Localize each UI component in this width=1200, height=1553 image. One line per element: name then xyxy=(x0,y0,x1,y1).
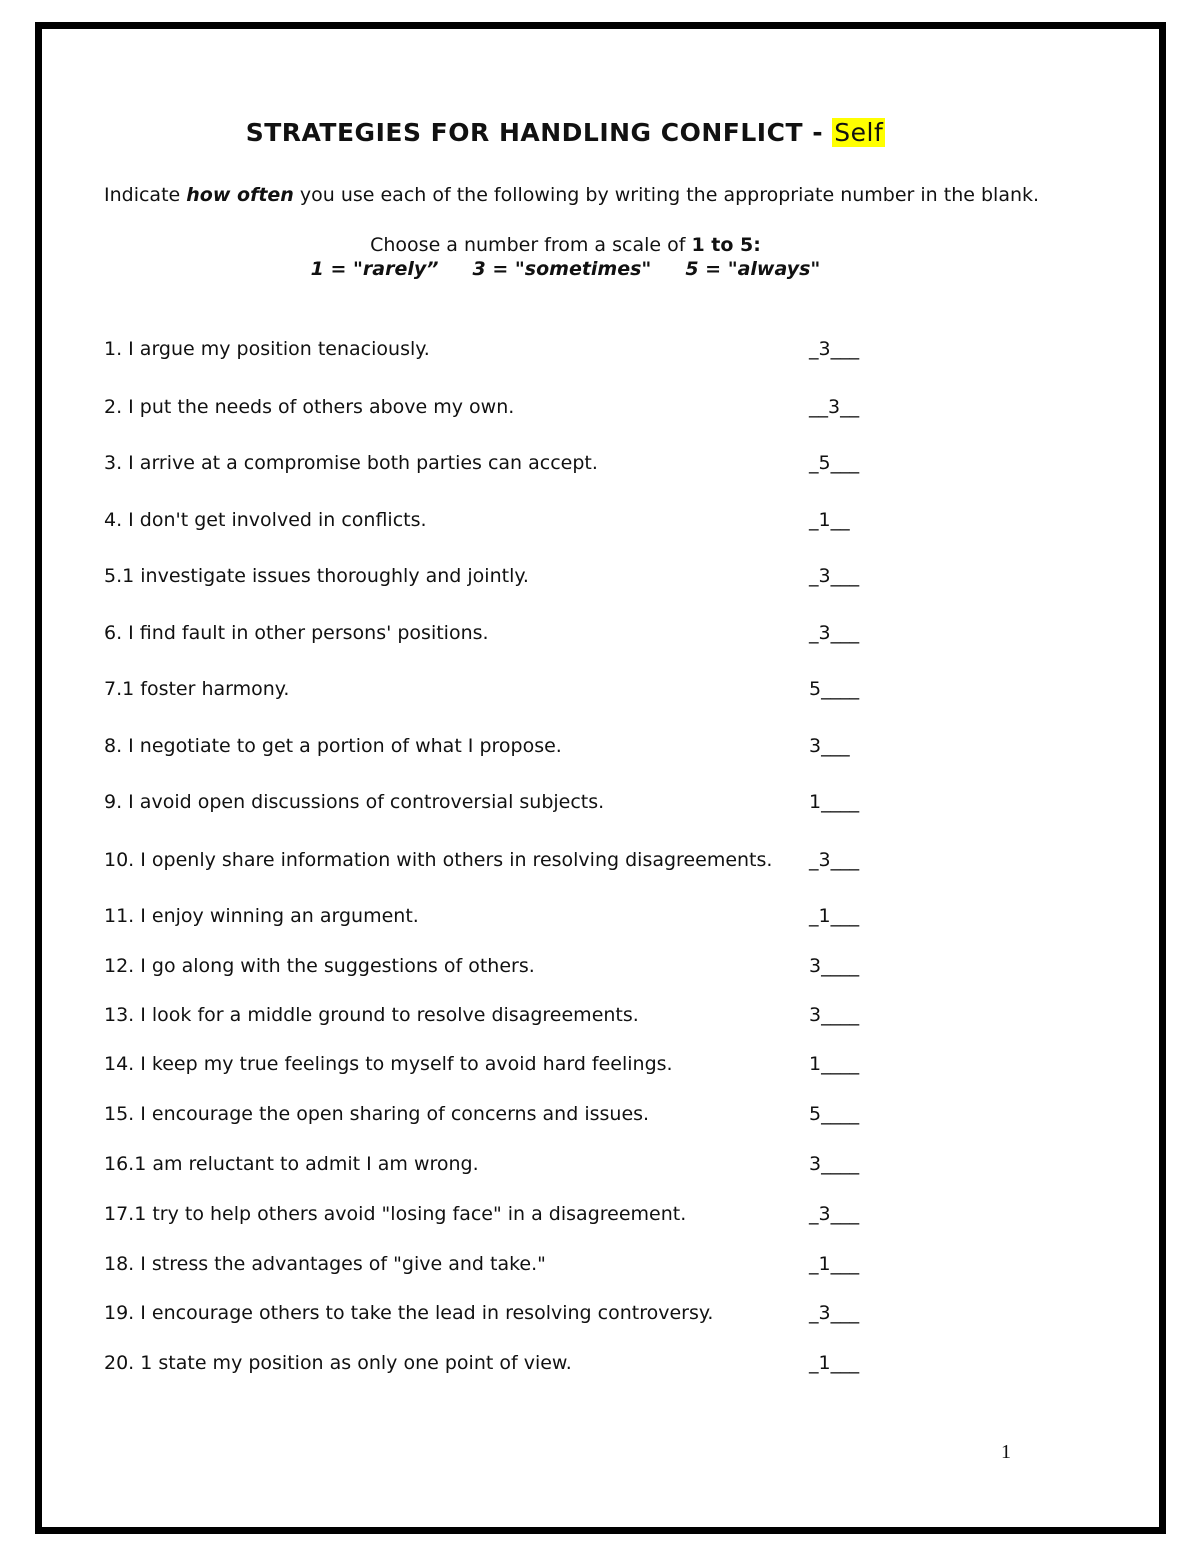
scale-range: 1 to 5: xyxy=(691,234,761,256)
item-statement: 15. I encourage the open sharing of concerns and issues. xyxy=(104,1103,650,1125)
scale-sometimes: 3 = "sometimes" xyxy=(472,258,652,280)
instruction-text xyxy=(104,184,1039,206)
item-answer-blank[interactable]: _3___ xyxy=(809,1203,860,1225)
item-statement: 9. I avoid open discussions of controversial subjects. xyxy=(104,791,605,813)
item-answer-blank[interactable]: 5____ xyxy=(809,1103,860,1125)
item-answer-blank[interactable]: _3___ xyxy=(809,565,860,587)
item-statement: 11. I enjoy winning an argument. xyxy=(104,905,419,927)
scale-legend-line xyxy=(0,258,1131,280)
page-title xyxy=(0,118,1131,147)
item-statement: 18. I stress the advantages of "give and take." xyxy=(104,1253,546,1275)
item-statement: 16.1 am reluctant to admit I am wrong. xyxy=(104,1153,479,1175)
instruction-after: you use each of the following by writing the appropriate number in the blank. xyxy=(293,184,1040,206)
item-statement: 14. I keep my true feelings to myself to avoid hard feelings. xyxy=(104,1053,673,1075)
item-statement: 6. I find fault in other persons' positions. xyxy=(104,622,489,644)
item-statement: 12. I go along with the suggestions of others. xyxy=(104,955,535,977)
item-statement: 7.1 foster harmony. xyxy=(104,678,290,700)
item-answer-blank[interactable]: _1__ xyxy=(809,509,850,531)
scale-always: 5 = "always" xyxy=(685,258,821,280)
item-statement: 10. I openly share information with others in resolving disagreements. xyxy=(104,849,773,871)
item-answer-blank[interactable]: _1___ xyxy=(809,905,860,927)
item-answer-blank[interactable]: 3____ xyxy=(809,955,860,977)
title-highlight-self: Self xyxy=(834,118,884,147)
item-answer-blank[interactable]: 1____ xyxy=(809,791,860,813)
item-answer-blank[interactable]: _3___ xyxy=(809,849,860,871)
instruction-emphasis: how often xyxy=(186,184,294,206)
item-answer-blank[interactable]: _3___ xyxy=(809,1302,860,1324)
item-answer-blank[interactable]: 1____ xyxy=(809,1053,860,1075)
instruction-before: Indicate xyxy=(104,184,187,206)
item-answer-blank[interactable]: _1___ xyxy=(809,1352,860,1374)
item-statement: 2. I put the needs of others above my own. xyxy=(104,396,515,418)
item-answer-blank[interactable]: 3____ xyxy=(809,1004,860,1026)
item-statement: 5.1 investigate issues thoroughly and jointly. xyxy=(104,565,529,587)
scale-intro: Choose a number from a scale of xyxy=(370,234,692,256)
item-statement: 8. I negotiate to get a portion of what I propose. xyxy=(104,735,562,757)
item-statement: 20. 1 state my position as only one point of view. xyxy=(104,1352,572,1374)
item-answer-blank[interactable]: _3___ xyxy=(809,622,860,644)
item-answer-blank[interactable]: 5____ xyxy=(809,678,860,700)
item-answer-blank[interactable]: __3__ xyxy=(809,396,860,418)
item-statement: 3. I arrive at a compromise both parties can accept. xyxy=(104,452,598,474)
item-answer-blank[interactable]: _3___ xyxy=(809,338,860,360)
item-statement: 17.1 try to help others avoid "losing face" in a disagreement. xyxy=(104,1203,687,1225)
scale-rarely: 1 = "rarely” xyxy=(310,258,439,280)
page-number: 1 xyxy=(1001,1441,1011,1463)
scale-intro-line xyxy=(0,234,1131,256)
item-statement: 1. I argue my position tenaciously. xyxy=(104,338,430,360)
item-answer-blank[interactable]: 3____ xyxy=(809,1153,860,1175)
item-answer-blank[interactable]: _1___ xyxy=(809,1253,860,1275)
item-statement: 13. I look for a middle ground to resolve disagreements. xyxy=(104,1004,639,1026)
item-statement: 19. I encourage others to take the lead in resolving controversy. xyxy=(104,1302,714,1324)
item-answer-blank[interactable]: _5___ xyxy=(809,452,860,474)
item-statement: 4. I don't get involved in conflicts. xyxy=(104,509,427,531)
title-text: STRATEGIES FOR HANDLING CONFLICT - xyxy=(245,118,833,147)
item-answer-blank[interactable]: 3___ xyxy=(809,735,850,757)
